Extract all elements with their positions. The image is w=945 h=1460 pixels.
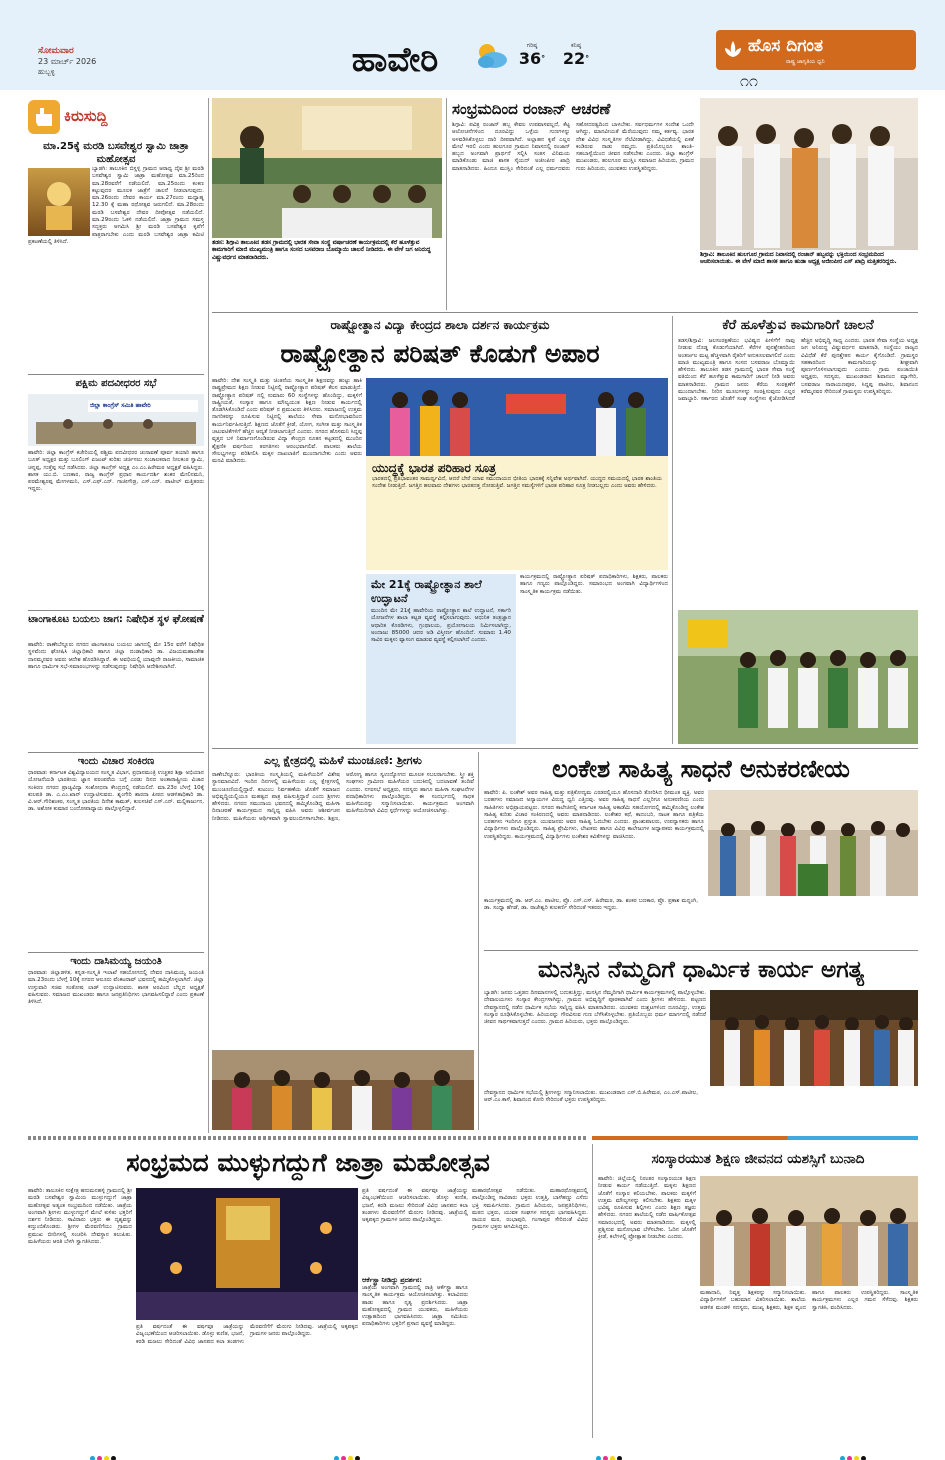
ramzan-caption: ಶಿಗ್ಗಾವಿ: ತಾಲೂಕಿನ ಹುಲಗೂರ ಗ್ರಾಮದ ನಿವಾಸದಲ್ಲಿ ರಂಜಾನ್ ಹಬ್ಬವನ್ನು ಭಕ್ತಿಯಿಂದ ಸಂಭ್ರಮದಿಂದ ಆಚರಿಸಲಾಯಿತು. ಈ ವೇಳೆ ಮಾಜಿ ಶಾಸಕ ಹಾಗೂ ಹುಡಾ ಅಧ್ಯಕ್ಷ ಅಜೀಂಪೀರ ಎಸ್ ಖಾದ್ರಿ ಮತ್ತಿತರರಿದ್ದರು. bbox=[700, 252, 897, 266]
jatra-body-4: ಮಹಾರಥೋತ್ಸವ ನಡೆಯಿತು. ಮಹಾರಥೋತ್ಸವದಲ್ಲಿ ಪಾಲ್ಗೊಂಡಿದ್ದ ಸಾವಿರಾರು ಭಕ್ತರು ಉತ್ತತ್ತಿ, ಬಾಳೆಹಣ್ಣು ಎಸೆದು ಭಕ್ತಿ ಸಮರ್ಪಿಸಿದರು. ಗ್ರಾಮದ ಹಿರಿಯರು, ಜನಪ್ರತಿನಿಧಿಗಳು, ಮಠದ ಭಕ್ತರು, ಯುವಕ ಸಂಘಗಳ ಸದಸ್ಯರು ಭಾಗವಹಿಸಿದ್ದರು. ರಾಯರ ಮಠ, ರಂಭಾಪುರಿ, ಗಂಗಾಪುರ ಸೇರಿದಂತೆ ವಿವಿಧ ಗ್ರಾಮಗಳ ಭಕ್ತರು ಆಗಮಿಸಿದ್ದರು. bbox=[472, 1188, 588, 1231]
masthead-date: 23 ಮಾರ್ಚ್ 2026 bbox=[38, 57, 97, 66]
lankesha-caption-body: ಕಾರ್ಯಕ್ರಮದಲ್ಲಿ ಡಾ. ಆರ್.ಎಂ. ಪಾಟೀಲ, ಪ್ರೊ. ಎಸ್.ಎಸ್. ಹಿರೇಮಠ, ಡಾ. ಶಂಕರ ಬಣಕಾರ, ಪ್ರೊ. ಪ್ರಕಾಶ ಮನ್ನಂಗಿ, ಡಾ. ಸಂಧ್ಯಾ ಹೆಗಡೆ, ಡಾ. ರಾಜೇಶ್ವರಿ ಕುಲಕರ್ಣಿ ಸೇರಿದಂತೆ ಇತರರು ಇದ್ದರು. bbox=[484, 898, 698, 912]
divider bbox=[28, 952, 204, 953]
school-head: ಮೇ 21ಕ್ಕೆ ರಾಷ್ಟ್ರೋತ್ಥಾನ ಶಾಲೆ ಉದ್ಘಾಟನೆ bbox=[371, 578, 482, 605]
jatra-headline: ಸಂಭ್ರಮದ ಮುಳ್ಳುಗದ್ದುಗೆ ಜಾತ್ರಾ ಮಹೋತ್ಸವ bbox=[126, 1148, 490, 1177]
divider bbox=[28, 374, 204, 375]
page-number: ೧೧ bbox=[740, 71, 758, 90]
kere-photo bbox=[678, 610, 918, 744]
rashtrotthana-box-title: ಯುದ್ಧಕ್ಕೆ ಭಾರತ ಪರಿಹಾರ ಸೂತ್ರ bbox=[372, 461, 496, 475]
ramzan-body: ಶಿಗ್ಗಾವಿ: ಪವಿತ್ರ ರಂಜಾನ್ ಹಬ್ಬ ಕೇವಲ ಉಪವಾಸವಲ್ಲದೆ, ಕೆಟ್ಟ ಆಲೋಚನೆಗಳಿಂದ ದೂರವಿದ್ದು ಒಳ್ಳೆಯ ಗುಣಗಳನ್ನು ಅಳವಡಿಸಿಕೊಳ್ಳಲು ದಾರಿ ದೀಪವಾಗಿದೆ. ಅಲ್ಲಾಹನ ಕೃಪೆ ಎಲ್ಲರ ಮೇಲೆ ಇರಲಿ ಎಂದು ಹುಲಗೂರ ಗ್ರಾಮದ ನಿವಾಸದಲ್ಲಿ ರಂಜಾನ್ ಹಬ್ಬದ ಅಂಗವಾಗಿ ಪ್ರಾರ್ಥನೆ ಸಲ್ಲಿಸಿ ಸಂತಸ ವಿನಿಮಯ ಮಾಡಿಕೊಂಡು ಮಾಜಿ ಶಾಸಕ ಸೈಯದ್ ಅಜೀಂಪೀರ ಖಾದ್ರಿ ಮಾತನಾಡಿದರು. ಹಿಂದೂ ಮುಸ್ಲಿಂ ಸೇರಿದಂತೆ ಎಲ್ಲ ಧರ್ಮದವರು ಸಹೋದರತ್ವದಿಂದ ಬಾಳಬೇಕು. ಸರ್ವಧರ್ಮಗಳ ಸಂದೇಶ ಒಂದೇ ಆಗಿದ್ದು, ಮಾನವೀಯತೆ ಮೆರೆಯುವುದು ನಮ್ಮ ಕರ್ತವ್ಯ. ಭಾರತ ದೇಶ ವಿವಿಧ ಸಂಸ್ಕೃತಿಗಳ ನೆಲೆವೀಡಾಗಿದ್ದು, ವಿವಿಧತೆಯಲ್ಲಿ ಏಕತೆ ಕಂಡಿರುವ ನಾಡು ನಮ್ಮದು. ಪ್ರತಿಯೊಬ್ಬರೂ ಶಾಂತಿ-ಸಹಬಾಳ್ವೆಯಿಂದ ಜೀವನ ನಡೆಸಬೇಕು ಎಂದರು. ಜಿಲ್ಲಾ ಕಾಂಗ್ರೆಸ್ ಮುಖಂಡರು, ಹುಲಗೂರ ಮುಸ್ಲಿಂ ಸಮಾಜದ ಹಿರಿಯರು, ಗ್ರಾಮದ ಗುರು ಹಿರಿಯರು, ಯುವಕರು ಉಪಸ್ಥಿತರಿದ್ದರು. bbox=[452, 122, 694, 172]
rashtrotthana-photo bbox=[366, 378, 668, 456]
manassu-caption: ದೇವಸ್ಥಾನದ ಧಾರ್ಮಿಕ ಸಭೆಯಲ್ಲಿ ಶ್ರೀಗಳನ್ನು ಸನ್ಮಾನಿಸಲಾಯಿತು. ಮುಖಂಡರಾದ ಎಸ್.ಬಿ.ಹಿರೇಮಠ, ಎಂ.ಎಸ್.ಪಾಟೀಲ, ಆರ್.ಎಂ.ಕಾಳೆ, ಶಿವಾನಂದ ಕೋರಿ ಸೇರಿದಂತೆ ಭಕ್ತರು ಉಪಸ್ಥಿತರಿದ್ದರು. bbox=[484, 1090, 698, 1104]
kirusuddi-badge bbox=[26, 100, 206, 134]
rashtrotthana-headline: ರಾಷ್ಟ್ರೋತ್ಥಾನ ಪರಿಷತ್ ಕೊಡುಗೆ ಅಪಾರ bbox=[280, 339, 600, 368]
ramzan-photo bbox=[700, 98, 918, 250]
degree-sign: ° bbox=[585, 54, 590, 63]
rashtrotthana-box-body: ಭಾರತದಲ್ಲಿ ಪ್ರತಿಭಾವಂತರ ಸಾಮರ್ಥ್ಯವಿದೆ, ಆದರೆ ಬೇರೆ ಯಾವ ಸಮುದಾಯದ ಭೀತಿಯ ಭಾರತಕ್ಕೆ ಸನ್ನಿವೇಶ ಅರ್ಥವಾಗಿದೆ. ಯುದ್ಧದ ಸಮಯದಲ್ಲಿ ಭಾರತ ಶಾಂತಿಯ ಸಂದೇಶ ನೀಡುತ್ತಿದೆ. ಜಗತ್ತಿನ ಹಲವಾರು ದೇಶಗಳು ಭಾರತದತ್ತ ನೋಡುತ್ತಿವೆ. ಜಗತ್ತಿನ ಸಮಸ್ಯೆಗಳಿಗೆ ಭಾರತ ಪರಿಹಾರ ಸೂತ್ರ ನೀಡಬಲ್ಲದು ಎಂದು ಅವರು ಹೇಳಿದರು. bbox=[372, 476, 662, 490]
paper-name: ಹೊಸ ದಿಗಂತ bbox=[748, 36, 823, 56]
manassu-body: ಬ್ಯಾಡಗಿ: ಜನರು ಒತ್ತಡದ ದಿನಮಾನಗಳಲ್ಲಿ ಬದುಕುತ್ತಿದ್ದು, ಮನಸ್ಸಿನ ನೆಮ್ಮದಿಗಾಗಿ ಧಾರ್ಮಿಕ ಕಾರ್ಯಕ್ರಮಗಳಲ್ಲಿ ಪಾಲ್ಗೊಳ್ಳಬೇಕು. ದೇವಾಲಯಗಳು ಸಂಸ್ಕಾರ ಕೇಂದ್ರಗಳಾಗಿದ್ದು, ಗ್ರಾಮದ ಅಭಿವೃದ್ಧಿಗೆ ಪೂರಕವಾಗಿವೆ ಎಂದು ಶ್ರೀಗಳು ಹೇಳಿದರು. ಪಟ್ಟಣದ ದೇವಸ್ಥಾನದಲ್ಲಿ ನಡೆದ ಧಾರ್ಮಿಕ ಸಭೆಯ ಸಾನ್ನಿಧ್ಯ ವಹಿಸಿ ಮಾತನಾಡಿದರು. ಯುವಕರು ದುಶ್ಚಟಗಳಿಂದ ದೂರವಿದ್ದು, ಉತ್ತಮ ಸಂಸ್ಕಾರ ರೂಢಿಸಿಕೊಳ್ಳಬೇಕು. ಹಿರಿಯರನ್ನು ಗೌರವಿಸುವ ಗುಣ ಬೆಳೆಸಿಕೊಳ್ಳಬೇಕು. ಪ್ರತಿಯೊಬ್ಬರು ಧರ್ಮ ಮಾರ್ಗದಲ್ಲಿ ನಡೆದರೆ ಜೀವನ ಸಾರ್ಥಕವಾಗುತ್ತದೆ ಎಂದರು. ಗ್ರಾಮದ ಹಿರಿಯರು, ಭಕ್ತರು ಪಾಲ್ಗೊಂಡಿದ್ದರು. bbox=[484, 990, 706, 1026]
tadas-caption: ತಡಸ: ಶಿಗ್ಗಾವಿ ತಾಲೂಕಿನ ತಡಸ ಗ್ರಾಮದಲ್ಲಿ ಭಾರತ ಸೇವಾ ಸಂಸ್ಥೆ ವರ್ಷಾಚರಣೆ ಕಾರ್ಯಕ್ರಮದಲ್ಲಿ ಕೆರೆ ಹೂಳೆತ್ತುವ ಕಾಮಗಾರಿಗೆ ಮಾಜಿ ಮುಖ್ಯಮಂತ್ರಿ ಹಾಗೂ ಸಂಸದ ಬಸವರಾಜ ಬೊಮ್ಮಾಯಿ ಚಾಲನೆ ನೀಡಿದರು. ಈ ವೇಳೆ ಜಗ ಅನಿರುದ್ಧ ವಿಷ್ಣುವರ್ಧನ ಮಾತನಾಡಿದರು. bbox=[212, 240, 431, 261]
shriyugalu-photo bbox=[212, 1050, 474, 1130]
registration-marks bbox=[840, 1446, 900, 1460]
divider bbox=[212, 312, 918, 313]
shriyugalu-headline: ಎಲ್ಲ ಕ್ಷೇತ್ರದಲ್ಲಿ ಮಹಿಳೆ ಮುಂಚೂಣಿ: ಶ್ರೀಗಳು bbox=[264, 754, 422, 767]
weather-min bbox=[556, 42, 596, 68]
jatra-body-3-lead: ಪ್ರತಿ ವರ್ಷದಂತೆ ಈ ವರ್ಷವೂ ಜಾತ್ರೆಯನ್ನು ವಿಜೃಂಭಣೆಯಿಂದ ಆಚರಿಸಲಾಯಿತು. ಡೊಳ್ಳು ಕುಣಿತ, ಭಜನೆ, ಕರಡಿ ಮಜಲು ಸೇರಿದಂತೆ ವಿವಿಧ ಜಾನಪದ ಕಲಾ ತಂಡಗಳು ಮೆರವಣಿಗೆಗೆ ಮೆರುಗು ನೀಡಿದವು. ಜಾತ್ರೆಯಲ್ಲಿ ಅಕ್ಕಪಕ್ಕದ ಗ್ರಾಮಗಳ ಜನರು ಪಾಲ್ಗೊಂಡಿದ್ದರು. bbox=[362, 1188, 468, 1224]
column-divider bbox=[208, 98, 209, 1133]
divider bbox=[28, 610, 204, 611]
shikshana-body-2: ಮಹಾದಾನಿ, ನಿವೃತ್ತ ಶಿಕ್ಷಕರನ್ನು ಸನ್ಮಾನಿಸಲಾಯಿತು. ವಿದ್ಯಾರ್ಥಿಗಳಿಗೆ ಬಹುಮಾನ ವಿತರಿಸಲಾಯಿತು. ಶಾಲೆಯ ಆಡಳಿತ ಮಂಡಳಿ ಸದಸ್ಯರು, ಮುಖ್ಯ ಶಿಕ್ಷಕರು, ಶಿಕ್ಷಕ ವೃಂದ ಹಾಗೂ ಪಾಲಕರು ಉಪಸ್ಥಿತರಿದ್ದರು. ಸಾಂಸ್ಕೃತಿಕ ಕಾರ್ಯಕ್ರಮಗಳು ಎಲ್ಲರ ಗಮನ ಸೆಳೆದವು. ಶಿಕ್ಷಕರು ಸ್ವಾಗತಿಸಿ, ವಂದಿಸಿದರು. bbox=[700, 1290, 918, 1311]
paper-logo-block bbox=[716, 30, 916, 70]
kiru-item-5-head: ಇಂದು ದಾಸಿಮಯ್ಯ ಜಯಂತಿ bbox=[70, 956, 162, 967]
kiru-item-3-body: ಹಾವೇರಿ: ರಾಣೇಬೆನ್ನೂರು ನಗರದ ಟಾಂಗಾಕೂಟ ಬಯಲು ಜಾಗದಲ್ಲಿ ಮೇ 15ರ ವರೆಗೆ ನಿಷೇಧಿತ ಸ್ಥಳವೆಂದು ಘೋಷಿಸಿ ಜಿಲ್ಲಾಧಿಕಾರಿ ಹಾಗೂ ಜಿಲ್ಲಾ ದಂಡಾಧಿಕಾರಿ ಡಾ. ವಿಜಯಮಹಾಂತೇಶ ದಾನಮ್ಮನವರ ಅವರು ಆದೇಶ ಹೊರಡಿಸಿದ್ದಾರೆ. ಈ ಅವಧಿಯಲ್ಲಿ ಯಾವುದೇ ರಾಜಕೀಯ, ಸಾಮಾಜಿಕ ಹಾಗೂ ಧಾರ್ಮಿಕ ಸಭೆ-ಸಮಾರಂಭಗಳನ್ನು ನಡೆಸುವುದನ್ನು ನಿಷೇಧಿಸಿ ಆದೇಶಿಸಲಾಗಿದೆ. bbox=[28, 642, 204, 670]
jatra-subhead: ಆರ್ಕೆಸ್ಟ್ರಾ ನೀಡಿದ್ದು ಪ್ರದರ್ಶನ: bbox=[362, 1276, 423, 1284]
shikshana-photo bbox=[700, 1176, 918, 1286]
masthead-left-block bbox=[38, 46, 168, 77]
shikshana-body-1: ಹಾವೇರಿ: ಜಿಲ್ಲೆಯಲ್ಲಿ ನಿರಂತರ ಸಂಸ್ಕಾರಯುತ ಶಿಕ್ಷಣ ನೀಡುವ ಕಾರ್ಯ ನಡೆಯುತ್ತಿದೆ. ಮಕ್ಕಳು ಶಿಕ್ಷಣದ ಜೊತೆಗೆ ಸಂಸ್ಕಾರ ಕಲಿಯಬೇಕು. ಪಾಲಕರು ಮಕ್ಕಳಿಗೆ ಉತ್ತಮ ಮೌಲ್ಯಗಳನ್ನು ಕಲಿಸಬೇಕು. ಶಿಕ್ಷಕರು ಮಕ್ಕಳ ಭವಿಷ್ಯ ರೂಪಿಸುವ ಶಿಲ್ಪಿಗಳು ಎಂದು ಶಿಕ್ಷಣ ತಜ್ಞರು ಹೇಳಿದರು. ನಗರದ ಶಾಲೆಯಲ್ಲಿ ನಡೆದ ವಾರ್ಷಿಕೋತ್ಸವ ಸಮಾರಂಭದಲ್ಲಿ ಅವರು ಮಾತನಾಡಿದರು. ಮಕ್ಕಳಲ್ಲಿ ಪ್ರಶ್ನಿಸುವ ಮನೋಭಾವ ಬೆಳೆಸಬೇಕು. ಓದಿನ ಜೊತೆಗೆ ಕ್ರೀಡೆ, ಕಲೆಗಳಲ್ಲಿ ಪ್ರೋತ್ಸಾಹ ನೀಡಬೇಕು ಎಂದರು. bbox=[598, 1176, 696, 1241]
kere-headline: ಕೆರೆ ಹೂಳೆತ್ತುವ ಕಾಮಗಾರಿಗೆ ಚಾಲನೆ bbox=[722, 318, 874, 333]
kiru-item-3-head: ಟಾಂಗಾಕೂಟ ಬಯಲು ಜಾಗ: ನಿಷೇಧಿತ ಸ್ಥಳ ಘೋಷಣೆ bbox=[28, 614, 204, 625]
school-box bbox=[366, 574, 516, 744]
kiru-item-5-body: ಧಾರವಾಡ: ಜಿಲ್ಲಾಡಳಿತ, ಕನ್ನಡ-ಸಂಸ್ಕೃತಿ ಇಲಾಖೆ ಸಹಯೋಗದಲ್ಲಿ ದೇವರ ದಾಸಿಮಯ್ಯ ಜಯಂತಿ ಮಾ.23ರಂದು ಬೆಳಗ್ಗೆ 10ಕ್ಕೆ ನಗರದ ಆಲೂರು ವೆಂಕಟರಾವ್ ಭವನದಲ್ಲಿ ಹಮ್ಮಿಕೊಳ್ಳಲಾಗಿದೆ. ಜಿಲ್ಲಾ ಉಸ್ತುವಾರಿ ಸಚಿವ ಸಂತೋಷ ಲಾಡ್ ಉದ್ಘಾಟಿಸುವರು. ಶಾಸಕ ಅರವಿಂದ ಬೆಲ್ಲದ ಅಧ್ಯಕ್ಷತೆ ವಹಿಸುವರು. ಸಮಾಜದ ಮುಖಂಡರು ಹಾಗೂ ಜನಪ್ರತಿನಿಧಿಗಳು ಭಾಗವಹಿಸಲಿದ್ದಾರೆ ಎಂದು ಪ್ರಕಟಣೆ ತಿಳಿಸಿದೆ. bbox=[28, 970, 204, 1006]
jatra-body-2: ಪ್ರತಿ ವರ್ಷದಂತೆ ಈ ವರ್ಷವೂ ಜಾತ್ರೆಯನ್ನು ವಿಜೃಂಭಣೆಯಿಂದ ಆಚರಿಸಲಾಯಿತು. ಡೊಳ್ಳು ಕುಣಿತ, ಭಜನೆ, ಕರಡಿ ಮಜಲು ಸೇರಿದಂತೆ ವಿವಿಧ ಜಾನಪದ ಕಲಾ ತಂಡಗಳು ಮೆರವಣಿಗೆಗೆ ಮೆರುಗು ನೀಡಿದವು. ಜಾತ್ರೆಯಲ್ಲಿ ಅಕ್ಕಪಕ್ಕದ ಗ್ರಾಮಗಳ ಜನರು ಪಾಲ್ಗೊಂಡಿದ್ದರು. bbox=[136, 1324, 358, 1345]
manassu-photo bbox=[710, 990, 918, 1086]
kere-body: ತಡಸ/ಶಿಗ್ಗಾವಿ: ಜಲಸಂರಕ್ಷಣೆಯು ಭವಿಷ್ಯದ ಪೀಳಿಗೆಗೆ ನಾವು ನೀಡುವ ದೊಡ್ಡ ಕೊಡುಗೆಯಾಗಿದೆ. ಕೆರೆಗಳ ಪುನಶ್ಚೇತನದಿಂದ ಅಂತರ್ಜಲ ಮಟ್ಟ ಹೆಚ್ಚಳವಾಗಿ ರೈತರಿಗೆ ಅನುಕೂಲವಾಗಲಿದೆ ಎಂದು ಮಾಜಿ ಮುಖ್ಯಮಂತ್ರಿ ಹಾಗೂ ಸಂಸದ ಬಸವರಾಜ ಬೊಮ್ಮಾಯಿ ಹೇಳಿದರು. ತಾಲೂಕಿನ ತಡಸ ಗ್ರಾಮದಲ್ಲಿ ಭಾರತ ಸೇವಾ ಸಂಸ್ಥೆ ವತಿಯಿಂದ ಕೆರೆ ಹೂಳೆತ್ತುವ ಕಾಮಗಾರಿಗೆ ಚಾಲನೆ ನೀಡಿ ಅವರು ಮಾತನಾಡಿದರು. ಗ್ರಾಮದ ಜನರು ಕೆರೆಯ ಸಂರಕ್ಷಣೆಗೆ ಮುಂದಾಗಬೇಕು. ನೀರಿನ ಮೂಲಗಳನ್ನು ಸಂರಕ್ಷಿಸುವುದು ಎಲ್ಲರ ಜವಾಬ್ದಾರಿ. ಸರ್ಕಾರದ ಜೊತೆಗೆ ಸಂಘ ಸಂಸ್ಥೆಗಳು ಕೈಜೋಡಿಸಿದರೆ ಹೆಚ್ಚಿನ ಅಭಿವೃದ್ಧಿ ಸಾಧ್ಯ ಎಂದರು. ಭಾರತ ಸೇವಾ ಸಂಸ್ಥೆಯ ಅಧ್ಯಕ್ಷ ಜಗ ಅನಿರುದ್ಧ ವಿಷ್ಣುವರ್ಧನ ಮಾತನಾಡಿ, ಸಂಸ್ಥೆಯು ರಾಜ್ಯದ ವಿವಿಧೆಡೆ ಕೆರೆ ಪುನಶ್ಚೇತನ ಕಾರ್ಯ ಕೈಗೊಂಡಿದೆ. ಗ್ರಾಮಸ್ಥರ ಸಹಕಾರದಿಂದ ಕಾಮಗಾರಿಯನ್ನು ಶೀಘ್ರವಾಗಿ ಪೂರ್ಣಗೊಳಿಸಲಾಗುವುದು ಎಂದರು. ಗ್ರಾಮ ಪಂಚಾಯಿತಿ ಅಧ್ಯಕ್ಷರು, ಸದಸ್ಯರು, ಮುಖಂಡರಾದ ಶಿವಾನಂದ ಮ್ಯಾಗೇರಿ, ಬಸವರಾಜ ನಾರಾಯಣಪೂರ, ಸಿದ್ದಪ್ಪ ಪಾಟೀಲ, ಶಿವಾನಂದ ಕರೆಮ್ಮನವರ ಸೇರಿದಂತೆ ಗ್ರಾಮಸ್ಥರು ಉಪಸ್ಥಿತರಿದ್ದರು. bbox=[678, 338, 918, 403]
shikshana-headline: ಸಂಸ್ಕಾರಯುತ ಶಿಕ್ಷಣ ಜೀವನದ ಯಶಸ್ಸಿಗೆ ಬುನಾದಿ bbox=[651, 1151, 865, 1167]
ramzan-headline: ಸಂಭ್ರಮದಿಂದ ರಂಜಾನ್ ಆಚರಣೆ bbox=[452, 100, 611, 118]
jatra-col-3 bbox=[362, 1188, 468, 1436]
column-divider bbox=[672, 316, 673, 744]
kiru-item-2-photo bbox=[28, 394, 204, 446]
jatra-photo bbox=[136, 1188, 358, 1320]
jatra-body-3: ಜಾತ್ರೆಯ ಅಂಗವಾಗಿ ಗ್ರಾಮದಲ್ಲಿ ರಾತ್ರಿ ಆರ್ಕೆಸ್ಟ್ರಾ ಹಾಗೂ ಸಾಂಸ್ಕೃತಿಕ ಕಾರ್ಯಕ್ರಮ ಆಯೋಜಿಸಲಾಗಿತ್ತು. ಕಲಾವಿದರು ಹಾಡು ಹಾಗೂ ನೃತ್ಯ ಪ್ರದರ್ಶಿಸಿದರು. ಜಾತ್ರಾ ಮಹೋತ್ಸವದಲ್ಲಿ ಗ್ರಾಮದ ಯುವಕರು, ಮಹಿಳೆಯರು ಉತ್ಸಾಹದಿಂದ ಭಾಗವಹಿಸಿದರು. ಜಾತ್ರಾ ಸಮಿತಿಯ ಪದಾಧಿಕಾರಿಗಳು ಭಕ್ತರಿಗೆ ಪ್ರಸಾದ ವ್ಯವಸ್ಥೆ ಮಾಡಿದ್ದರು. bbox=[362, 1285, 468, 1328]
weather-max bbox=[512, 42, 552, 68]
kiru-item-1-head: ಮಾ.25ಕ್ಕೆ ಮರಡಿ ಬಸವೇಶ್ವರ ಸ್ವಾಮಿ ಜಾತ್ರಾ ಮಹೋತ್ಸವ bbox=[43, 141, 189, 165]
divider bbox=[28, 752, 204, 753]
school-body: ಮುಂದಿನ ಮೇ 21ಕ್ಕೆ ಹಾವೇರಿಯ ರಾಷ್ಟ್ರೋತ್ಥಾನ ಶಾಲೆ ಉದ್ಘಾಟನೆ, ಸರ್ಕಾರಿ ಯೋಜನೆಗಳ ಶಾಲಾ ಕಟ್ಟಡ ವ್ಯವಸ್ಥೆ ಕಲ್ಪಿಸಲಾಗುವುದು. ಆಧುನಿಕ ತಂತ್ರಜ್ಞಾನ ಆಧಾರಿತ ಕೊಠಡಿಗಳು, ಗ್ರಂಥಾಲಯ, ಪ್ರಯೋಗಾಲಯ ನಿರ್ಮಿಸಲಾಗಿದ್ದು, ಅಂದಾಜು 85000 ಚದರ ಅಡಿ ವಿಸ್ತೀರ್ಣ ಹೊಂದಿದೆ. ಸುಮಾರು 1.40 ಸಾವಿರ ಮಕ್ಕಳು ವ್ಯಾಸಂಗ ಮಾಡುವ ವ್ಯವಸ್ಥೆ ಕಲ್ಪಿಸಲಾಗಿದೆ ಎಂದರು. bbox=[371, 608, 511, 644]
divider bbox=[484, 950, 918, 951]
masthead-day: ಸೋಮವಾರ bbox=[38, 46, 74, 56]
kiru-item-4-body: ಧಾರವಾಡ: ಕರ್ನಾಟಕ ವಿಶ್ವವಿದ್ಯಾಲಯದ ಸಂಸ್ಕೃತ ವಿಭಾಗ, ಪ್ರಧಾನಮಂತ್ರಿ ಉಚ್ಚತರ ಶಿಕ್ಷಾ ಅಭಿಯಾನ ಯೋಜನೆಯಡಿ ಭಾರತೀಯ ಜ್ಞಾನ ಪರಂಪರೆಯ ಬಗ್ಗೆ ಎರಡು ದಿನದ ಅಂತಾರಾಷ್ಟ್ರೀಯ ವಿಚಾರ ಸಂಕಿರಣ ನಗರದ ಪ್ರಾಚ್ಯವಿದ್ಯಾ ಸಂಶೋಧನಾ ಕೇಂದ್ರದಲ್ಲಿ ನಡೆಯಲಿದೆ. ಮಾ.23ರ ಬೆಳಗ್ಗೆ 10ಕ್ಕೆ ಕುಲಪತಿ ಡಾ. ಎ.ಎಂ.ಖಾನ್ ಉದ್ಘಾಟಿಸುವರು. ಶೃಂಗೇರಿ ಶಾರದಾ ಪೀಠದ ಆಡಳಿತಾಧಿಕಾರಿ ಡಾ. ವಿ.ಆರ್.ಗೌರಿಶಂಕರ, ಸಂಸ್ಕೃತ ಭಾರತಿಯ ದಿನೇಶ ಕಾಮತ್, ಕುಲಸಚಿವೆ ಎಸ್.ಎನ್. ಮಲ್ಲಿಕಾರ್ಜುನ, ಡಾ. ಅಶೋಕ ಕುಮಾರ ಬಂದೋಪಾಧ್ಯಾಯ ಪಾಲ್ಗೊಳ್ಳಲಿದ್ದಾರೆ. bbox=[28, 770, 204, 813]
section-rule-right bbox=[592, 1136, 918, 1140]
weather-icon bbox=[474, 40, 510, 72]
column-divider bbox=[592, 1144, 593, 1438]
rashtrotthana-box bbox=[366, 456, 668, 570]
kaccheri-board: ಜಿಲ್ಲಾ ಕಾಂಗ್ರೆಸ್ ಸಮಿತಿ ಹಾವೇರಿ bbox=[88, 400, 198, 412]
registration-marks bbox=[90, 1446, 150, 1460]
degree-sign: ° bbox=[541, 54, 546, 63]
masthead-city: ಹುಬ್ಬಳ್ಳಿ bbox=[38, 68, 55, 76]
lotus-icon bbox=[722, 38, 744, 60]
kirusuddi-label: ಕಿರುಸುದ್ದಿ bbox=[64, 107, 108, 125]
column-divider bbox=[478, 752, 479, 1130]
rashtrotthana-body-2: ಕಾರ್ಯಕ್ರಮದಲ್ಲಿ ರಾಷ್ಟ್ರೋತ್ಥಾನ ಪರಿಷತ್ ಪದಾಧಿಕಾರಿಗಳು, ಶಿಕ್ಷಕರು, ಪಾಲಕರು ಹಾಗೂ ಗಣ್ಯರು ಪಾಲ್ಗೊಂಡಿದ್ದರು. ಸಮಾರಂಭದ ಅಂಗವಾಗಿ ವಿದ್ಯಾರ್ಥಿಗಳಿಂದ ಸಾಂಸ್ಕೃತಿಕ ಕಾರ್ಯಕ್ರಮ ನಡೆಯಿತು. bbox=[520, 574, 668, 595]
kiru-item-1-body: ಬ್ಯಾಡಗಿ: ತಾಲೂಕಿನ ಬಿಸ್ಲಳ್ಳಿ ಗ್ರಾಮದ ಆರಾಧ್ಯ ದೈವ ಶ್ರೀ ಮರಡಿ ಬಸವೇಶ್ವರ ಸ್ವಾಮಿ ಜಾತ್ರಾ ಮಹೋತ್ಸವ ಮಾ.25ರಿಂದ ಮಾ.28ರವರೆಗೆ ನಡೆಯಲಿದೆ. ಮಾ.25ರಂದು ಕಂಕಣ ಕಟ್ಟುವುದರ ಮೂಲಕ ಜಾತ್ರೆಗೆ ಚಾಲನೆ ನೀಡಲಾಗುವುದು. ಮಾ.26ರಂದು ದೇವರ ಕಾರ್ಯ ಮಾ.27ರಂದು ಮಧ್ಯಾಹ್ನ 12.30 ಕ್ಕೆ ಮಹಾ ರಥೋತ್ಸವ ಜರುಗಲಿದೆ. ಮಾ.28ರಂದು ಮರಡಿ ಬಸವೇಶ್ವರ ದೇವರ ದೀಪೋತ್ಸವ ನಡೆಯಲಿದೆ. ಮಾ.29ರಂದು ಓಕಳಿ ನಡೆಯಲಿದೆ. ಜಾತ್ರಾ ಗ್ರಾಮದ ಸಮಸ್ತ ಸದ್ಭಕ್ತರು ಆಗಮಿಸಿ ಶ್ರೀ ಮರಡಿ ಬಸವೇಶ್ವರ ಕೃಪೆಗೆ ಪಾತ್ರರಾಗಬೇಕು ಎಂದು ಮರಡಿ ಬಸವೇಶ್ವರ ಜಾತ್ರಾ ಕಮಿಟಿ ಪ್ರಕಟಣೆಯಲ್ಲಿ ತಿಳಿಸಿದೆ. bbox=[28, 166, 204, 245]
kiru-item-2-head: ಪಕ್ಷಿಮ ಪದವೀಧರರ ಸಭೆ bbox=[75, 378, 157, 389]
max-temp: 36 bbox=[518, 49, 542, 68]
divider bbox=[212, 748, 918, 749]
kiru-item-2-body: ಹಾವೇರಿ: ಜಿಲ್ಲಾ ಕಾಂಗ್ರೆಸ್ ಕಚೇರಿಯಲ್ಲಿ ಪಶ್ಚಿಮ ಪದವೀಧರರ ಚುನಾವಣೆ ಪೂರ್ವ ತಯಾರಿ ಹಾಗೂ ಬೂತ್ ಅಧ್ಯಕ್ಷರ ಮತ್ತು ಬೂಲಿಂಗ್ ಏಜಂಟ್ ಕುರಿತು ಚರ್ಚಿಸಲು ಸಂಚಾಲಕರಾದ ನೀಲಕಂಠ ಸ್ವಾಮಿ, ಚನ್ನಪ್ಪ, ಗುತ್ತೆಪ್ಪ ಸಭೆ ನಡೆಸಿದರು. ಜಿಲ್ಲಾ ಕಾಂಗ್ರೆಸ್ ಅಧ್ಯಕ್ಷ ಎಂ.ಎಂ.ಹಿರೇಮಠ ಅಧ್ಯಕ್ಷತೆ ವಹಿಸಿದ್ದರು. ಶಾಸಕ ಯು.ಬಿ. ಬಣಕಾರ, ರಾಜ್ಯ ಕಾಂಗ್ರೆಸ್ ಪ್ರಧಾನ ಕಾರ್ಯದರ್ಶಿ ಶಂಕರ ಮೇಲಿನಮನಿ, ಪರಮೇಶ್ವರಪ್ಪ ಮೇಗಳಮನಿ, ಎಸ್.ಎಫ್.ಎನ್. ಗಾಜೀಗೌಡ್ರ, ಎಸ್.ಎನ್. ಪಾಟೀಲ್ ಮತ್ತಿತರರು ಇದ್ದರು. bbox=[28, 450, 204, 493]
min-temp: 22 bbox=[562, 49, 586, 68]
manassu-headline: ಮನಸ್ಸಿನ ನೆಮ್ಮದಿಗೆ ಧಾರ್ಮಿಕ ಕಾರ್ಯ ಅಗತ್ಯ bbox=[537, 957, 865, 983]
lankesha-headline: ಲಂಕೇಶ ಸಾಹಿತ್ಯ ಸಾಧನೆ ಅನುಕರಣೀಯ bbox=[552, 755, 850, 783]
kiru-item-4-head: ಇಂದು ವಿಚಾರ ಸಂಕಿರಣ bbox=[77, 756, 155, 767]
registration-marks bbox=[596, 1446, 656, 1460]
rashtrotthana-kicker: ರಾಷ್ಟ್ರೋತ್ಥಾನ ವಿದ್ಯಾ ಕೇಂದ್ರದ ಶಾಲಾ ದರ್ಶನ ಕಾರ್ಯಕ್ರಮ bbox=[330, 318, 550, 332]
section-rule-left bbox=[28, 1136, 588, 1140]
min-label: ಕನಿಷ್ಠ bbox=[570, 42, 582, 49]
lankesha-photo bbox=[708, 790, 918, 896]
max-label: ಗರಿಷ್ಠ bbox=[526, 42, 538, 49]
jatra-body-1: ಹಾವೇರಿ: ತಾಲೂಕಿನ ಸುಕ್ಷೇತ್ರ ಹನುಮನಹಳ್ಳಿ ಗ್ರಾಮದಲ್ಲಿ ಶ್ರೀ ಮರಡಿ ಬಸವೇಶ್ವರ ಸ್ವಾಮಿಯ ಮುಳ್ಳುಗದ್ದುಗೆ ಜಾತ್ರಾ ಮಹೋತ್ಸವ ಅತ್ಯಂತ ಸಂಭ್ರಮದಿಂದ ನಡೆಯಿತು. ಜಾತ್ರೆಯ ಅಂಗವಾಗಿ ಶ್ರೀಗಳು ಮುಳ್ಳುಗದ್ದುಗೆ ಮೇಲೆ ಕುಳಿತು ಭಕ್ತರಿಗೆ ದರ್ಶನ ನೀಡಿದರು. ಸಾವಿರಾರು ಭಕ್ತರು ಈ ದೃಶ್ಯವನ್ನು ಕಣ್ತುಂಬಿಕೊಂಡರು. ಶ್ರೀಗಳ ಮೆರವಣಿಗೆಯು ಗ್ರಾಮದ ಪ್ರಮುಖ ಬೀದಿಗಳಲ್ಲಿ ಸಂಚರಿಸಿ ದೇವಸ್ಥಾನ ತಲುಪಿತು. ಮಹಿಳೆಯರು ಆರತಿ ಬೆಳಗಿ ಸ್ವಾಗತಿಸಿದರು. bbox=[28, 1188, 132, 1246]
paper-tagline: ರಾಷ್ಟ್ರ ಜಾಗೃತಿಯ ಧ್ವನಿ bbox=[786, 59, 825, 65]
pointing-hand-icon bbox=[28, 100, 60, 134]
column-divider bbox=[446, 98, 447, 310]
tadas-photo bbox=[212, 98, 442, 238]
lankesha-body: ಹಾವೇರಿ: ಪಿ. ಲಂಕೇಶ್ ಅವರ ಸಾಹಿತ್ಯ ಮತ್ತು ಪತ್ರಿಕೋದ್ಯಮ ಎರಡರಲ್ಲಿಯೂ ಹೊಸದಾರಿ ತೋರಿಸಿದ ಧೀಮಂತ ವ್ಯಕ್ತಿ. ಅವರ ಬರಹಗಳು ಸಮಾಜದ ಅನ್ಯಾಯಗಳ ವಿರುದ್ಧ ಧ್ವನಿ ಎತ್ತಿದವು. ಅವರ ಸಾಹಿತ್ಯ ಸಾಧನೆ ಎಲ್ಲರಿಗೂ ಅನುಕರಣೀಯ ಎಂದು ಸಾಹಿತಿಗಳು ಅಭಿಪ್ರಾಯಪಟ್ಟರು. ನಗರದ ಕಾಲೇಜಿನಲ್ಲಿ ಕರ್ನಾಟಕ ಸಾಹಿತ್ಯ ಅಕಾಡೆಮಿ ಸಹಯೋಗದಲ್ಲಿ ಹಮ್ಮಿಕೊಂಡಿದ್ದ ಲಂಕೇಶ ಸಾಹಿತ್ಯ ಕುರಿತು ವಿಚಾರ ಸಂಕಿರಣದಲ್ಲಿ ಅವರು ಮಾತನಾಡಿದರು. ಲಂಕೇಶರ ಕಥೆ, ಕಾದಂಬರಿ, ನಾಟಕ ಹಾಗೂ ಪತ್ರಿಕೆಯ ಬರಹಗಳು ಇಂದಿಗೂ ಪ್ರಸ್ತುತ. ಯುವಜನರು ಅವರ ಸಾಹಿತ್ಯ ಓದಬೇಕು ಎಂದರು. ಪ್ರಾಂಶುಪಾಲರು, ಉಪನ್ಯಾಸಕರು ಹಾಗೂ ವಿದ್ಯಾರ್ಥಿಗಳು ಪಾಲ್ಗೊಂಡಿದ್ದರು. ಸಾಹಿತ್ಯ ಪ್ರೇಮಿಗಳು, ಲೇಖಕರು ಹಾಗೂ ವಿವಿಧ ಕಾಲೇಜುಗಳ ಅಧ್ಯಾಪಕರು ಕಾರ್ಯಕ್ರಮದಲ್ಲಿ ಉಪಸ್ಥಿತರಿದ್ದರು. ಕಾರ್ಯಕ್ರಮದಲ್ಲಿ ವಿದ್ಯಾರ್ಥಿಗಳು ಲಂಕೇಶರ ಕವಿತೆಗಳನ್ನು ವಾಚಿಸಿದರು. bbox=[484, 790, 704, 840]
edition-title: ಹಾವೇರಿ bbox=[351, 40, 439, 80]
rashtrotthana-body: ಹಾವೇರಿ: ದೇಶ ಸಂಸ್ಕೃತಿ ಮತ್ತು ಚಿಂತನೆಯ ಸಾಂಸ್ಕೃತಿಕ ಶಿಕ್ಷಣವನ್ನು ಹುಟ್ಟು ಹಾಕಿ ರಾಷ್ಟ್ರಪ್ರೇಮದ ಶಿಕ್ಷಣ ನೀಡುವ ನಿಟ್ಟಿನಲ್ಲಿ ರಾಷ್ಟ್ರೋತ್ಥಾನ ಪರಿಷತ್ ಕೆಲಸ ಮಾಡುತ್ತಿದೆ. ರಾಷ್ಟ್ರೋತ್ಥಾನ ಪರಿಷತ್ ನಲ್ಲಿ ಸುಮಾರು 60 ಸಂಸ್ಥೆಗಳನ್ನು ಹೊಂದಿದ್ದು, ಮಕ್ಕಳಿಗೆ ರಾಷ್ಟ್ರೀಯತೆ, ಸಂಸ್ಕಾರ ಹಾಗೂ ಮೌಲ್ಯಯುತ ಶಿಕ್ಷಣ ನೀಡುವ ಕಾರ್ಯದಲ್ಲಿ ತೊಡಗಿಸಿಕೊಂಡಿದೆ ಎಂದು ಪರಿಷತ್ ನ ಪ್ರಮುಖರು ತಿಳಿಸಿದರು. ಸಮಾಜದಲ್ಲಿ ಉತ್ತಮ ನಾಗರಿಕರನ್ನು ರೂಪಿಸುವ ನಿಟ್ಟಿನಲ್ಲಿ ಶಾಲೆಯು ಸೇವಾ ಮನೋಭಾವದಿಂದ ಕಾರ್ಯನಿರ್ವಹಿಸುತ್ತಿದೆ. ಶಿಕ್ಷಣದ ಜೊತೆಗೆ ಕ್ರೀಡೆ, ಯೋಗ, ಸಂಗೀತ ಮತ್ತು ಸಾಂಸ್ಕೃತಿಕ ಚಟುವಟಿಕೆಗಳಿಗೆ ಹೆಚ್ಚಿನ ಆದ್ಯತೆ ನೀಡಲಾಗುತ್ತಿದೆ ಎಂದರು. ನಗರದ ಹೊಸಮನಿ ಸಿದ್ದಪ್ಪ ವೃತ್ತದ ಬಳಿ ನಿರ್ಮಾಣಗೊಂಡಿರುವ ವಿದ್ಯಾ ಕೇಂದ್ರದ ನೂತನ ಕಟ್ಟಡದಲ್ಲಿ ಮುಂದಿನ ಶೈಕ್ಷಣಿಕ ವರ್ಷದಿಂದ ತರಗತಿಗಳು ಆರಂಭವಾಗಲಿವೆ. ಪಾಲಕರು ಶಾಲೆಯ ಸೌಲಭ್ಯಗಳನ್ನು ಪರಿಶೀಲಿಸಿ ಮಕ್ಕಳ ದಾಖಲಾತಿಗೆ ಮುಂದಾಗಬೇಕು ಎಂದು ಅವರು ಮನವಿ ಮಾಡಿದರು. bbox=[212, 378, 362, 465]
kiru-photo-mask bbox=[28, 168, 90, 236]
registration-marks bbox=[334, 1446, 394, 1460]
shriyugalu-body: ರಾಣೇಬೆನ್ನೂರು: ಭಾರತೀಯ ಸಂಸ್ಕೃತಿಯಲ್ಲಿ ಮಹಿಳೆಯರಿಗೆ ವಿಶೇಷ ಸ್ಥಾನಮಾನವಿದೆ. ಇಂದಿನ ದಿನಗಳಲ್ಲಿ ಮಹಿಳೆಯರು ಎಲ್ಲ ಕ್ಷೇತ್ರಗಳಲ್ಲಿ ಮುಂಚೂಣಿಯಲ್ಲಿದ್ದಾರೆ. ಕುಟುಂಬ ನಿರ್ವಹಣೆಯ ಜೊತೆಗೆ ಸಮಾಜದ ಅಭಿವೃದ್ಧಿಯಲ್ಲಿಯೂ ಮಹತ್ವದ ಪಾತ್ರ ವಹಿಸುತ್ತಿದ್ದಾರೆ ಎಂದು ಶ್ರೀಗಳು ಹೇಳಿದರು. ನಗರದ ಸಮುದಾಯ ಭವನದಲ್ಲಿ ಹಮ್ಮಿಕೊಂಡಿದ್ದ ಮಹಿಳಾ ದಿನಾಚರಣೆ ಕಾರ್ಯಕ್ರಮದ ಸಾನ್ನಿಧ್ಯ ವಹಿಸಿ ಅವರು ಆಶೀರ್ವಚನ ನೀಡಿದರು. ಮಹಿಳೆಯರು ಆರ್ಥಿಕವಾಗಿ ಸ್ವಾವಲಂಬಿಗಳಾಗಬೇಕು. ಶಿಕ್ಷಣ, ಆರೋಗ್ಯ ಹಾಗೂ ಸ್ವಉದ್ಯೋಗದ ಮೂಲಕ ಸಬಲರಾಗಬೇಕು. ಸ್ತ್ರೀ ಶಕ್ತಿ ಸಂಘಗಳು ಗ್ರಾಮೀಣ ಮಹಿಳೆಯರ ಬದುಕಿನಲ್ಲಿ ಬದಲಾವಣೆ ತಂದಿವೆ ಎಂದರು. ನಗರಸಭೆ ಅಧ್ಯಕ್ಷರು, ಸದಸ್ಯರು ಹಾಗೂ ಮಹಿಳಾ ಸಂಘಟನೆಗಳ ಪದಾಧಿಕಾರಿಗಳು ಪಾಲ್ಗೊಂಡಿದ್ದರು. ಈ ಸಂದರ್ಭದಲ್ಲಿ ಸಾಧಕ ಮಹಿಳೆಯರನ್ನು ಸನ್ಮಾನಿಸಲಾಯಿತು. ಕಾರ್ಯಕ್ರಮದ ಅಂಗವಾಗಿ ಮಹಿಳೆಯರಿಗಾಗಿ ವಿವಿಧ ಸ್ಪರ್ಧೆಗಳನ್ನು ಆಯೋಜಿಸಲಾಗಿತ್ತು. bbox=[212, 772, 474, 822]
